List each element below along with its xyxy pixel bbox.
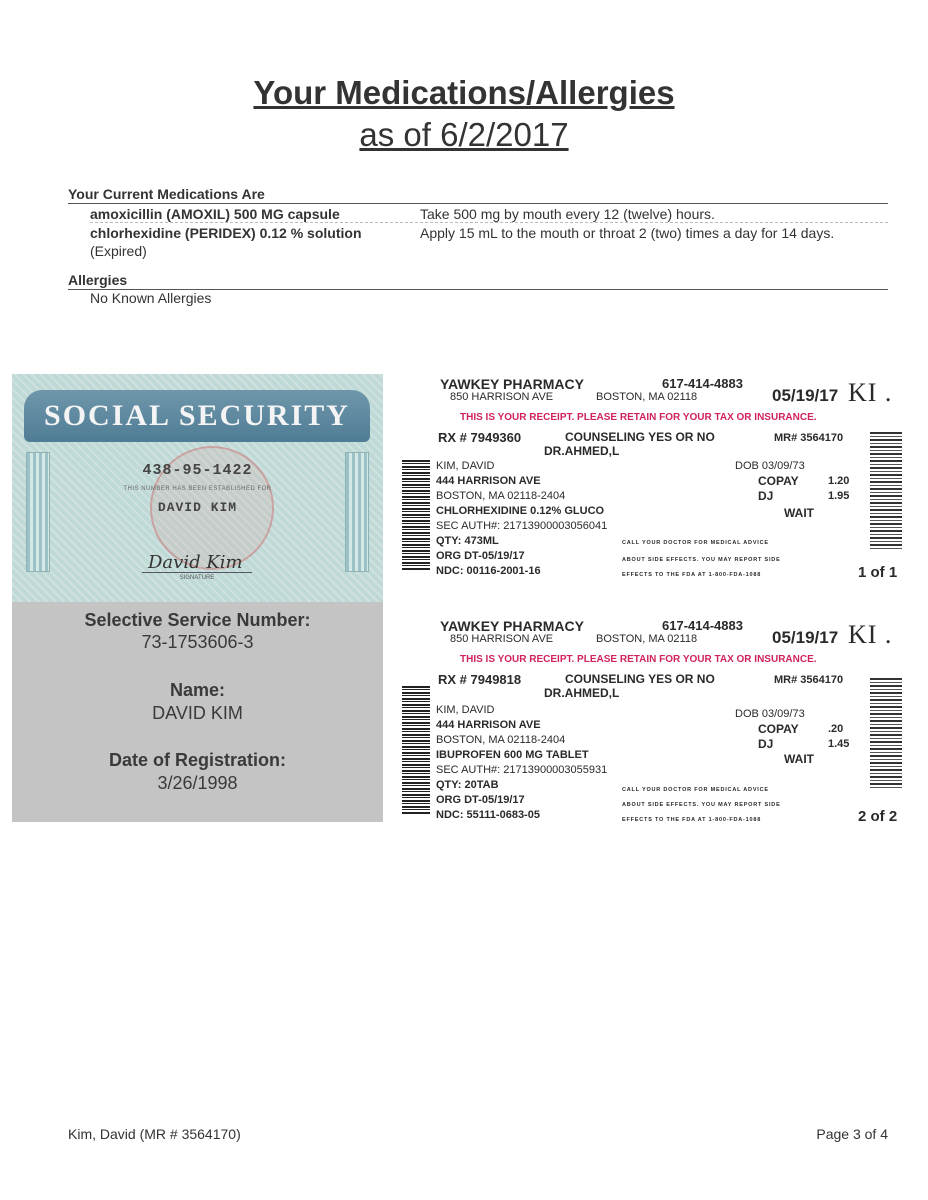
selective-service-number: 73-1753606-3 [141,632,254,652]
barcode-icon [870,678,902,788]
registration-date: 3/26/1998 [157,773,238,793]
ss-banner: SOCIAL SECURITY [24,390,370,442]
receipt-sec-auth: SEC AUTH#: 21713900003056041 [436,520,608,532]
receipt-dj: 1.45 [828,738,850,750]
barcode-icon [402,460,430,570]
receipt-note: EFFECTS TO THE FDA AT 1-800-FDA-1088 [622,572,762,578]
receipt-phone: 617-414-4883 [662,618,743,633]
ss-signature-line [142,572,252,573]
receipt-dj: 1.95 [828,490,850,502]
medications-heading: Your Current Medications Are [68,186,888,204]
receipt-qty: QTY: 20TAB [436,779,499,791]
receipt-qty: QTY: 473ML [436,535,499,547]
receipt-notice: THIS IS YOUR RECEIPT. PLEASE RETAIN FOR YOUR TAX OR INSURANCE. [460,412,817,423]
receipt-pharmacy: YAWKEY PHARMACY [440,618,584,634]
receipt-address: 850 HARRISON AVE [450,633,554,645]
receipt-date: 05/19/17 [772,628,839,647]
receipt-doctor: DR.AHMED,L [544,686,620,700]
receipt-address: 850 HARRISON AVE [450,391,554,403]
receipt-copay: .20 [828,723,844,735]
receipt-page: 2 of 2 [858,808,898,825]
pharmacy-receipt-1 [400,374,920,602]
receipt-page: 1 of 1 [858,564,898,581]
receipt-drug: IBUPROFEN 600 MG TABLET [436,749,589,761]
page-subtitle: as of 6/2/2017 [359,116,569,153]
receipt-note: ABOUT SIDE EFFECTS. YOU MAY REPORT SIDE [622,802,781,808]
receipt-dob: DOB 03/09/73 [735,460,805,472]
receipt-note: EFFECTS TO THE FDA AT 1-800-FDA-1088 [622,817,762,823]
medication-status: (Expired) [90,243,147,259]
receipt-note: CALL YOUR DOCTOR FOR MEDICAL ADVICE [622,787,769,793]
name-label: Name: [169,680,226,700]
receipt-notice: THIS IS YOUR RECEIPT. PLEASE RETAIN FOR YOUR TAX OR INSURANCE. [460,654,817,665]
medication-name: amoxicillin (AMOXIL) 500 MG capsule [90,206,340,222]
footer-patient: Kim, David (MR # 3564170) [68,1126,241,1142]
page-title: Your Medications/Allergies [253,74,675,111]
ss-name: DAVID KIM [157,500,238,515]
barcode-icon [402,686,430,814]
row-divider [90,222,888,223]
medication-directions: Apply 15 mL to the mouth or throat 2 (two) times a day for 14 days. [420,225,835,241]
selective-service-number-label: Selective Service Number: [84,610,311,630]
receipt-sec-auth: SEC AUTH#: 21713900003055931 [436,764,608,776]
receipt-ndc: NDC: 55111-0683-05 [436,809,540,821]
receipt-dj-label: DJ [758,489,774,503]
receipt-mr-number: MR# 3564170 [774,674,844,686]
receipt-counseling: COUNSELING YES OR NO [565,672,715,686]
receipt-patient: KIM, DAVID [436,460,495,472]
receipt-pharmacy: YAWKEY PHARMACY [440,376,584,392]
receipt-rx-number: RX # 7949360 [438,430,522,445]
receipt-copay: 1.20 [828,475,850,487]
receipt-initials: KI . [848,378,893,407]
allergies-heading: Allergies [68,272,888,290]
receipt-street: 444 HARRISON AVE [436,719,541,731]
medication-directions: Take 500 mg by mouth every 12 (twelve) hours. [420,206,715,222]
receipt-note: ABOUT SIDE EFFECTS. YOU MAY REPORT SIDE [622,557,781,563]
receipt-doctor: DR.AHMED,L [544,444,620,458]
receipt-copay-label: COPAY [758,722,799,736]
receipt-city: BOSTON, MA 02118 [596,633,698,645]
receipt-wait: WAIT [784,752,814,766]
receipt-dj-label: DJ [758,737,774,751]
receipt-note: CALL YOUR DOCTOR FOR MEDICAL ADVICE [622,540,769,546]
ss-signature-label: SIGNATURE [179,575,215,581]
receipt-patient: KIM, DAVID [436,704,495,716]
receipt-ndc: NDC: 00116-2001-16 [436,565,541,577]
barcode-icon [870,432,902,550]
receipt-initials: KI . [848,620,893,649]
ss-signature: David Kim [148,552,243,573]
receipt-copay-label: COPAY [758,474,799,488]
ss-established-text: THIS NUMBER HAS BEEN ESTABLISHED FOR [123,486,272,492]
receipt-wait: WAIT [784,506,814,520]
social-security-card [12,374,383,602]
name-value: DAVID KIM [152,703,243,723]
receipt-mr-number: MR# 3564170 [774,432,844,444]
allergies-value: No Known Allergies [90,290,212,306]
ss-number: 438-95-1422 [142,462,253,479]
receipt-date: 05/19/17 [772,386,839,405]
registration-date-label: Date of Registration: [108,750,286,770]
receipt-counseling: COUNSELING YES OR NO [565,430,715,444]
receipt-patient-city: BOSTON, MA 02118-2404 [436,734,566,746]
receipt-dob: DOB 03/09/73 [735,708,805,720]
receipt-rx-number: RX # 7949818 [438,672,522,687]
receipt-street: 444 HARRISON AVE [436,475,541,487]
receipt-city: BOSTON, MA 02118 [596,391,698,403]
receipt-patient-city: BOSTON, MA 02118-2404 [436,490,566,502]
receipt-drug: CHLORHEXIDINE 0.12% GLUCO [436,505,605,517]
selective-service-card [12,602,383,822]
receipt-org-date: ORG DT-05/19/17 [436,794,525,806]
receipt-phone: 617-414-4883 [662,376,743,391]
receipt-org-date: ORG DT-05/19/17 [436,550,525,562]
pharmacy-receipt-2 [400,616,920,844]
medication-name: chlorhexidine (PERIDEX) 0.12 % solution [90,225,362,241]
footer-page-number: Page 3 of 4 [816,1126,888,1142]
